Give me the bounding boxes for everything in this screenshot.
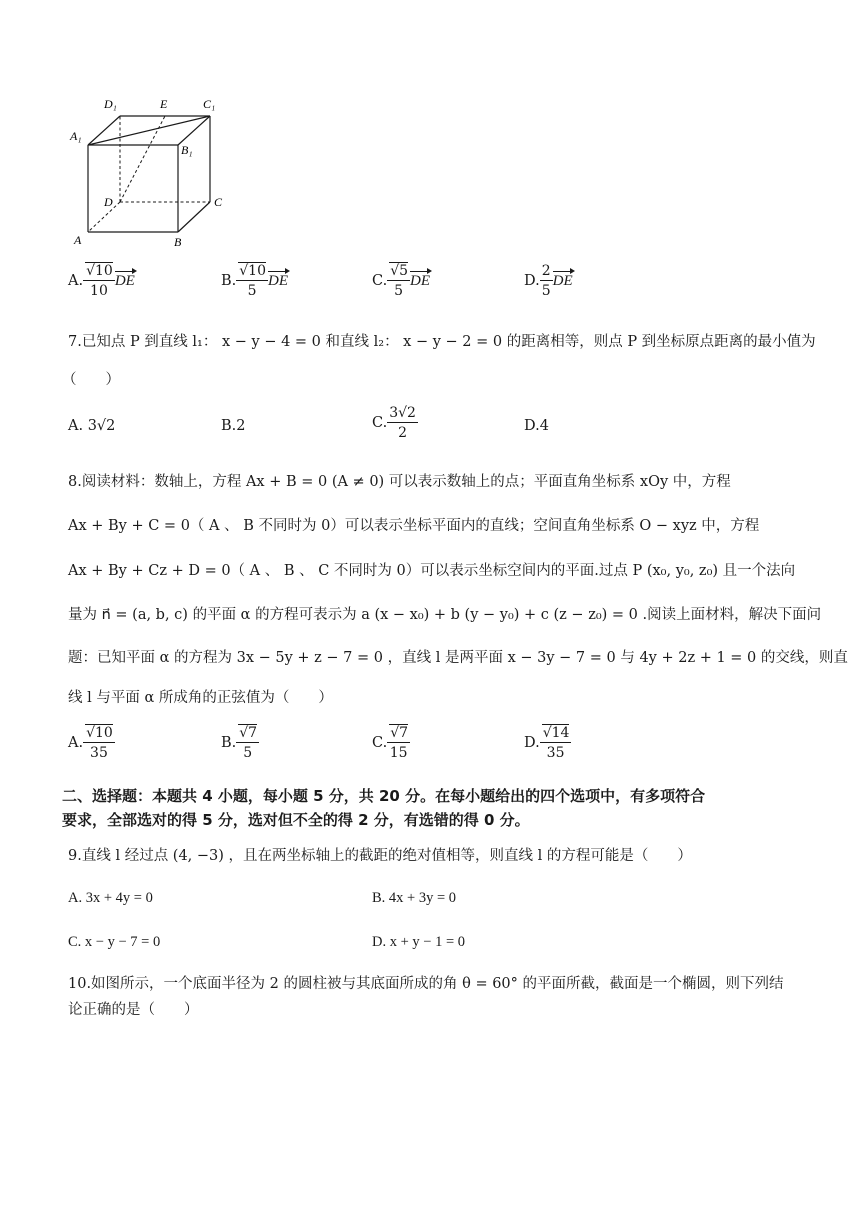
section-2-heading-line-1: 二、选择题：本题共 4 小题，每小题 5 分，共 20 分。在每小题给出的四个选项中，有多项符合 [62, 787, 706, 805]
fraction: $\frac{√14}{35}$ [540, 726, 572, 760]
option-letter: C. [372, 273, 388, 289]
option-letter: A. [68, 273, 84, 289]
edge-C-B [178, 202, 210, 232]
option-letter: C. [372, 735, 388, 751]
fraction: $\frac{√7}{15}$ [387, 726, 410, 760]
label-A1: A₁ [70, 129, 82, 143]
diagonal-A1-C1 [88, 116, 210, 145]
label-C1: C₁ [203, 97, 216, 111]
option-letter: B. [221, 735, 237, 751]
q8-stem-line-1: 8.阅读材料：数轴上，方程 Ax + B = 0 (A ≠ 0) 可以表示数轴上的点；平面直角坐标系 xOy 中，方程 [68, 474, 731, 490]
section-2-heading-line-2: 要求，全部选对的得 5 分，选对但不全的得 2 分，有选错的得 0 分。 [62, 811, 530, 829]
q7-option-a[interactable]: A. 3√2 [68, 418, 116, 434]
option-letter: B. [221, 273, 237, 289]
fraction: $\frac{√7}{5}$ [236, 726, 259, 760]
q8-option-a[interactable] [68, 726, 115, 760]
q8-stem-line-3: Ax + By + Cz + D = 0（ A 、 B 、 C 不同时为 0）可以表示坐标空间内的平面.过点 P (x₀, y₀, z₀) 且一个法向 [68, 563, 796, 579]
fraction: $\frac{√5}{5}$ [387, 264, 410, 298]
label-E: E [160, 97, 168, 111]
segment-D-E [120, 116, 165, 202]
vector-DE: DE [114, 273, 135, 289]
q10-stem-line-2: 论正确的是（ ） [68, 1002, 199, 1018]
label-B: B [174, 235, 182, 249]
q10-stem-line-1: 10.如图所示，一个底面半径为 2 的圆柱被与其底面所成的角 θ = 60° 的平面所截，截面是一个椭圆，则下列结 [68, 976, 784, 992]
fraction: $\frac{√10}{35}$ [83, 726, 115, 760]
q7-option-c[interactable] [372, 406, 418, 440]
option-letter: C. [372, 415, 388, 431]
label-A: A [74, 233, 82, 247]
q9-option-a[interactable]: A. 3x + 4y = 0 [68, 890, 153, 906]
fraction: $\frac{2}{5}$ [541, 263, 551, 299]
cube-figure [62, 90, 232, 250]
vector-DE: DE [268, 273, 289, 289]
fraction: $\frac{3√2}{2}$ [389, 405, 416, 441]
q9-option-b[interactable]: B. 4x + 3y = 0 [372, 890, 457, 906]
label-C: C [214, 195, 223, 209]
q9-option-d[interactable]: D. x + y − 1 = 0 [372, 934, 466, 950]
q8-option-d[interactable] [524, 726, 571, 760]
q8-option-b[interactable] [221, 726, 259, 760]
q7-stem-line-1: 7.已知点 P 到直线 l₁： x − y − 4 = 0 和直线 l₂： x − y − 2 = 0 的距离相等，则点 P 到坐标原点距离的最小值为 [68, 334, 816, 350]
fraction: $\frac{√10}{10}$ [83, 264, 115, 298]
q7-option-b[interactable]: B.2 [221, 418, 246, 434]
label-D1: D₁ [104, 97, 117, 111]
q7-stem-line-2: （ ） [62, 372, 120, 388]
q8-stem-line-5: 题：已知平面 α 的方程为 3x − 5y + z − 7 = 0 ，直线 l 是两平面 x − 3y − 7 = 0 与 4y + 2z + 1 = 0 的交线，则直 [68, 650, 848, 666]
q9-stem: 9.直线 l 经过点 (4, −3) ，且在两坐标轴上的截距的绝对值相等，则直线 l 的方程可能是（ ） [68, 848, 692, 864]
q8-stem-line-4: 量为 n⃗ = (a, b, c) 的平面 α 的方程可表示为 a (x − x₀) + b (y − y₀) + c (z − z₀) = 0 .阅读上面材料，解决下面问 [68, 607, 822, 623]
fraction: $\frac{√10}{5}$ [236, 264, 268, 298]
q8-option-c[interactable] [372, 726, 410, 760]
vector-DE: DE [410, 273, 431, 289]
q6-option-c[interactable] [372, 264, 430, 298]
option-letter: D. [524, 273, 540, 289]
q7-option-d[interactable]: D.4 [524, 418, 549, 434]
q9-option-c[interactable]: C. x − y − 7 = 0 [68, 934, 161, 950]
q6-option-a[interactable] [68, 264, 135, 298]
label-D: D [104, 195, 113, 209]
option-letter: D. [524, 735, 540, 751]
q8-stem-line-6: 线 l 与平面 α 所成角的正弦值为（ ） [68, 690, 333, 706]
q6-option-b[interactable] [221, 264, 288, 298]
option-letter: A. [68, 735, 84, 751]
q8-stem-line-2: Ax + By + C = 0（ A 、 B 不同时为 0）可以表示坐标平面内的直线；空间直角坐标系 O − xyz 中，方程 [68, 518, 760, 534]
label-B1: B₁ [181, 143, 193, 157]
vector-DE: DE [552, 273, 573, 289]
q6-option-d[interactable] [524, 264, 573, 298]
